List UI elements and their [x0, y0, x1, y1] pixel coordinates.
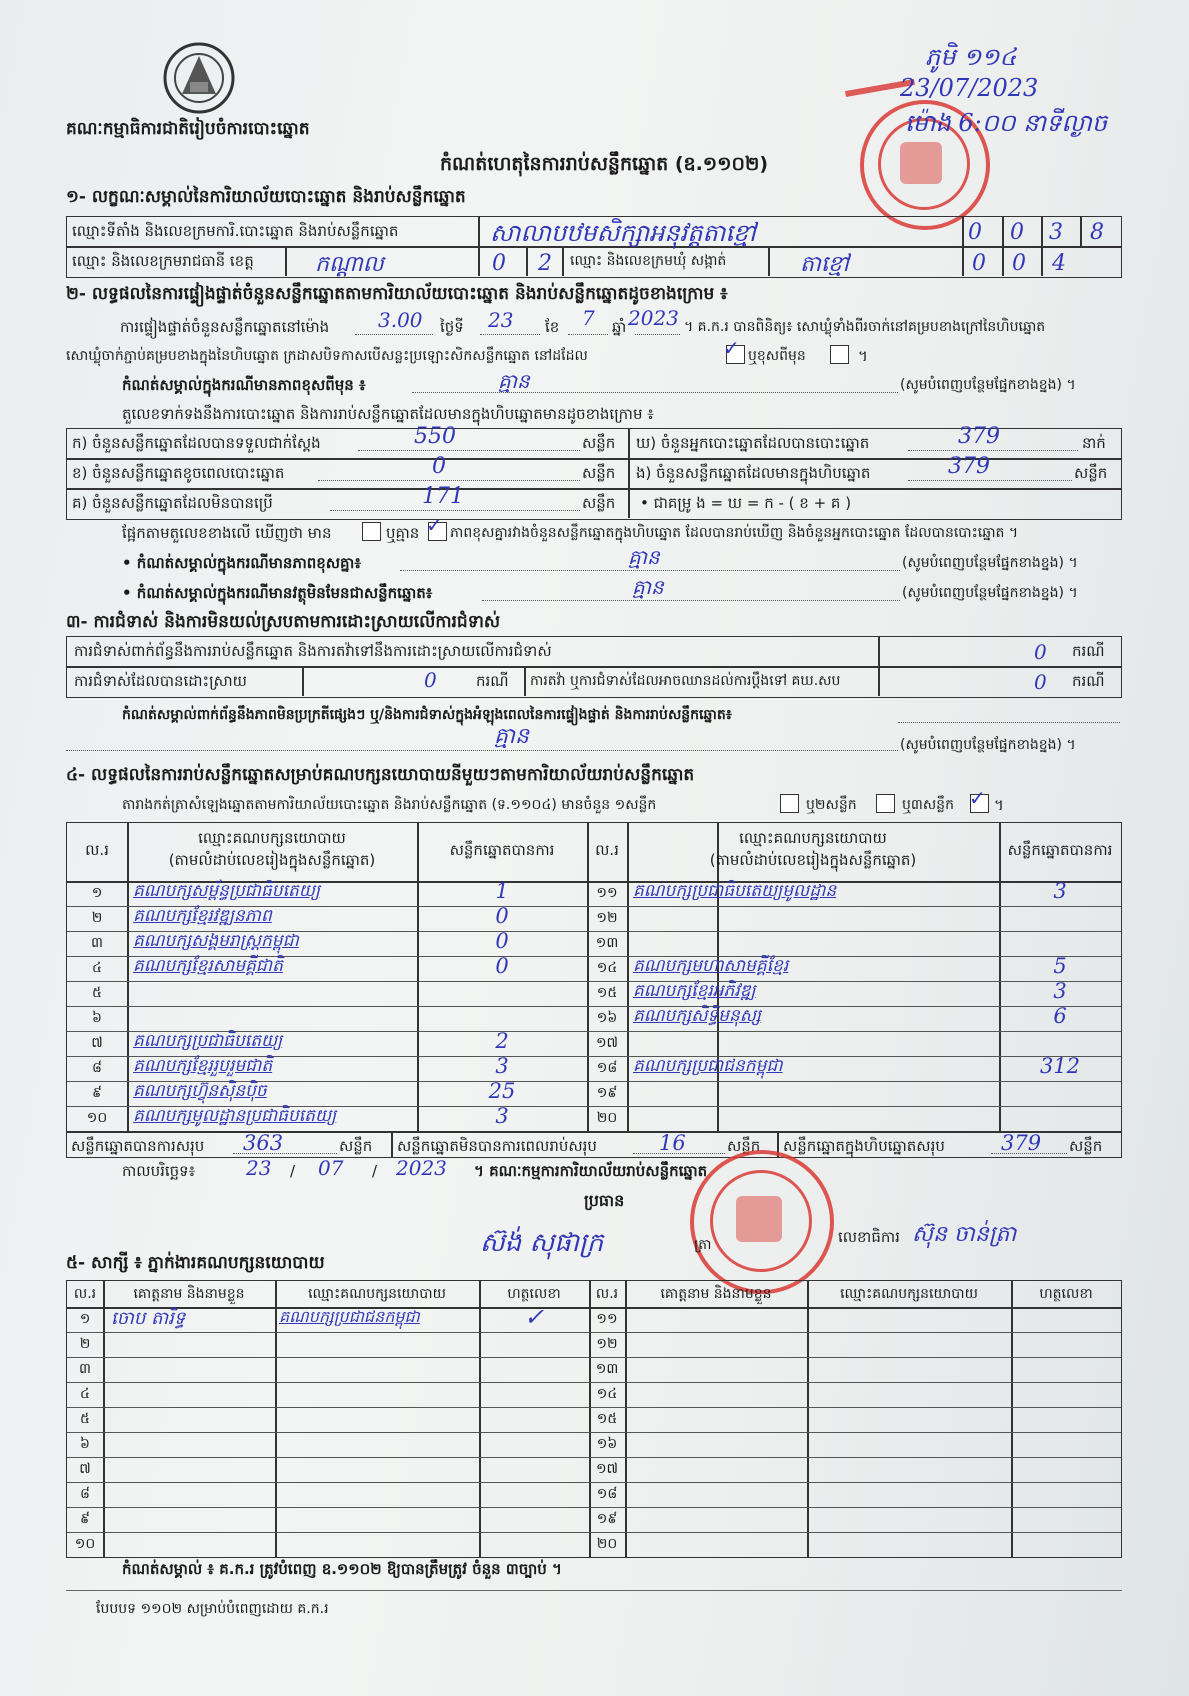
- right-party-votes: 3: [1053, 979, 1067, 1003]
- left-party-header: ឈ្មោះគណបក្សនយោបាយ: [198, 829, 346, 847]
- verify-time-value: 3.00: [378, 308, 423, 332]
- irregularity-note-value: គ្មាន: [494, 724, 529, 749]
- left-row-number: ៧: [91, 1035, 103, 1051]
- witness-row-number: ១៣: [595, 1361, 619, 1377]
- station-code-digit-3: 3: [1049, 220, 1063, 245]
- left-party-votes: 25: [488, 1079, 516, 1103]
- commission-name: គណៈកម្មាធិការជាតិរៀបចំការបោះឆ្នោត: [66, 119, 310, 139]
- right-row-number: ១៤: [596, 960, 618, 976]
- receipt-note-line1: ភូមិ ១១៤: [925, 43, 1017, 71]
- right-row-number: ១៩: [596, 1085, 618, 1101]
- witness-row-number: ៩: [80, 1511, 90, 1527]
- witness-row-number: ២០: [596, 1536, 618, 1552]
- location-name-label: ឈ្មោះទីតាំង និងលេខក្រមការិ.បោះឆ្នោត និងរាប់សន្លឹកឆ្នោត: [72, 222, 399, 240]
- irregularity-note-label: កំណត់សម្គាល់ពាក់ព័ន្ធនឹងភាពមិនប្រក្រតីផ្សេងៗ ឬ/និងការជំទាស់ក្នុងអំឡុងពេលនៃការផ្ទៀងផ្ទាត់ និងការរាប់សន្លឹកឆ្នោត៖: [122, 707, 732, 723]
- province-code-digit-2: 2: [538, 251, 552, 276]
- witness-row-number: ២: [79, 1336, 91, 1352]
- right-row-number: ១៦: [596, 1010, 618, 1026]
- footer-note: កំណត់សម្គាល់ ៖ គ.ក.រ ត្រូវបំពេញ ឧ.១១០២ ឱ្យបានត្រឹមត្រូវ ចំនួន ៣ច្បាប់ ។: [122, 1560, 562, 1578]
- left-party-votes: 2: [495, 1029, 509, 1053]
- witness-name: ចោប តារិទ្ធ: [111, 1308, 186, 1329]
- left-row-number: ៨: [92, 1060, 102, 1076]
- witness-row-number: ៤: [80, 1386, 90, 1402]
- left-party-header-sub: (តាមលំដាប់លេខរៀងក្នុងសន្លឹកឆ្នោត): [168, 851, 376, 869]
- right-witness-name-header: គោត្តនាម និងនាមខ្លួន: [660, 1286, 772, 1302]
- total-in-box-label: សន្លឹកឆ្នោតក្នុងហិបឆ្នោតសរុប: [783, 1137, 945, 1155]
- tally-three-sheets-check-mark: ✓: [969, 786, 986, 810]
- right-row-number: ១៥: [596, 985, 618, 1001]
- mismatch-note-value: គ្មាន: [628, 545, 660, 569]
- left-party-name: គណបក្សសង្គមរាស្ត្រកម្ពុជា: [133, 931, 299, 951]
- total-in-box-value: 379: [1001, 1131, 1042, 1155]
- right-witness-no-header: ល.រ: [595, 1286, 619, 1302]
- left-row-number: ១: [91, 885, 103, 901]
- right-row-number: ១៣: [595, 935, 619, 951]
- same-as-before-check-mark: ✓: [723, 336, 740, 360]
- difference-note-label: កំណត់សម្គាល់ក្នុងករណីមានភាពខុសពីមុន ៖: [122, 376, 366, 394]
- right-row-number: ១២: [596, 910, 618, 926]
- left-party-votes: 1: [495, 879, 509, 903]
- left-witness-name-header: គោត្តនាម និងនាមខ្លួន: [133, 1286, 245, 1302]
- ballots-in-box-value: 379: [948, 454, 990, 479]
- escalated-objections-label: ការតវ៉ា ឬការជំទាស់ដែលអាចឈានដល់ការប្ដឹងទៅ គឃ.សប: [530, 673, 841, 689]
- date-day: 23: [246, 1156, 272, 1180]
- verify-month-value: 7: [582, 306, 595, 330]
- station-code-digit-2: 0: [1010, 220, 1024, 245]
- left-row-number: ២: [91, 910, 103, 926]
- form-title: កំណត់ហេតុនៃការរាប់សន្លឹកឆ្នោត (ឧ.១១០២): [440, 153, 769, 175]
- verify-year-label: ឆ្នាំ: [612, 318, 627, 336]
- right-witness-party-header: ឈ្មោះគណបក្សនយោបាយ: [840, 1286, 978, 1302]
- date-label: កាលបរិច្ឆេទ៖: [122, 1162, 196, 1180]
- witness-row-number: ៣: [79, 1361, 91, 1377]
- witness-row-number: ១០: [74, 1536, 96, 1552]
- location-name-value: សាលាបឋមសិក្សាអនុវត្តតាខ្មៅ: [490, 219, 756, 247]
- received-ballots-value: 550: [414, 424, 456, 449]
- official-stamp-committee: [690, 1150, 834, 1294]
- objections-value: 0: [1034, 640, 1047, 664]
- right-party-votes: 312: [1039, 1054, 1081, 1078]
- left-party-name: គណបក្សខ្មែររួបរួមជាតិ: [133, 1056, 273, 1076]
- station-code-digit-4: 8: [1090, 220, 1104, 245]
- station-code-digit-1: 0: [968, 220, 982, 245]
- witness-party: គណបក្សប្រជាជនកម្ពុជា: [279, 1307, 420, 1326]
- total-invalid-label: សន្លឹកឆ្នោតមិនបានការពេលរាប់សរុប: [397, 1137, 597, 1155]
- commune-label: ឈ្មោះ និងលេខក្រមឃុំ សង្កាត់: [570, 253, 727, 269]
- verify-day-value: 23: [488, 308, 514, 332]
- secretary-label: លេខាធិការ: [838, 1228, 900, 1246]
- left-row-number: ៥: [92, 985, 102, 1001]
- verify-text-1: ។ គ.ក.រ បានពិនិត្យ៖ សោឃ្លុំទាំងពីរចាក់នៅគម្របខាងក្រៅនៃហិបឆ្នោត: [684, 319, 1046, 335]
- formula-text: • ជាគម្រូ ង = ឃ = ក - ( ខ + គ ): [640, 494, 852, 512]
- president-label: ប្រធាន: [584, 1191, 625, 1210]
- left-party-name: គណបក្សខ្មែរសាមគ្គីជាតិ: [133, 956, 283, 976]
- voters-count-label: ឃ) ចំនួនអ្នកបោះឆ្នោតដែលបានបោះឆ្នោត: [636, 434, 870, 452]
- left-party-votes: 0: [495, 929, 509, 953]
- receipt-note-date: 23/07/2023: [900, 74, 1039, 102]
- tally-sheet-count-text: តារាងកត់ត្រាសំឡេងឆ្នោតតាមការិយាល័យបោះឆ្នោត និងរាប់សន្លឹកឆ្នោត (ទ.១១០៤) មានចំនួន ១សន្លឹក: [122, 797, 657, 813]
- foreign-object-note-label: • កំណត់សម្គាល់ក្នុងករណីមានវត្ថុមិនមែនជាសន្លឹកឆ្នោត៖: [122, 584, 433, 602]
- right-party-name: គណបក្សសិទ្ធិមនុស្ស: [633, 1006, 761, 1026]
- spoiled-ballots-value: 0: [432, 454, 446, 479]
- received-ballots-label: ក) ចំនួនសន្លឹកឆ្នោតដែលបានទទួលជាក់ស្ដែង: [72, 434, 321, 452]
- resolved-objections-value: 0: [424, 668, 437, 692]
- difference-text-c: ភាពខុសគ្នារវាងចំនួនសន្លឹកឆ្នោតក្នុងហិបឆ្នោត ដែលបានរាប់ឃើញ និងចំនួនអ្នកបោះឆ្នោត ដែលបានបោះឆ្នោត ។: [450, 525, 1019, 541]
- difference-note-hint: (សូមបំពេញបន្ថែមផ្នែកខាងខ្នង) ។: [900, 377, 1076, 393]
- verify-text-2: សោឃ្លុំចាក់ភ្ជាប់គម្របខាងក្នុងនៃហិបឆ្នោត ក្រដាសបិទកាសបើសន្លះប្រឡោះសិកសន្លឹកឆ្នោត នៅដដែល: [66, 348, 588, 364]
- verify-year-value: 2023: [628, 306, 679, 330]
- right-party-votes: 5: [1053, 954, 1067, 978]
- witness-row-number: ១៩: [596, 1511, 618, 1527]
- left-row-number: ៣: [91, 935, 103, 951]
- right-row-number: ១៧: [595, 1035, 619, 1051]
- witness-row-number: ១៤: [596, 1386, 618, 1402]
- total-valid-label: សន្លឹកឆ្នោតបានការសរុប: [71, 1137, 205, 1155]
- section4-title: ៤- លទ្ធផលនៃការរាប់សន្លឹកឆ្នោតសម្រាប់គណបក្សនយោបាយនីមួយៗតាមការិយាល័យរាប់សន្លឹកឆ្នោត: [66, 765, 695, 785]
- escalated-objections-value: 0: [1034, 670, 1047, 694]
- section1-title: ១- លក្ខណៈសម្គាល់នៃការិយាល័យបោះឆ្នោត និងរាប់សន្លឹកឆ្នោត: [66, 187, 466, 207]
- left-party-name: គណបក្សមូលដ្ឋានប្រជាធិបតេយ្យ: [133, 1106, 337, 1126]
- different-label: ឬខុសពីមុន: [748, 348, 806, 364]
- witness-row-number: ៥: [80, 1411, 90, 1427]
- no-difference-label: ឬគ្មាន: [386, 524, 420, 542]
- witness-row-number: ៦: [80, 1436, 90, 1452]
- ballot-counting-record-page: គណៈកម្មាធិការជាតិរៀបចំការបោះឆ្នោត កំណត់ហេតុនៃការរាប់សន្លឹកឆ្នោត (ឧ.១១០២) ភូមិ ១១៤ 23/07/2023 ម៉ោង 6:០០ នាទីល្ងាច ១- លក្ខណៈសម្គាល់នៃការិយាល័យបោះឆ្នោត និងរាប់សន្លឹកឆ្នោត ឈ្មោះទីតាំង និងលេខក្រមការិ.បោះឆ្នោត និងរាប់សន្លឹកឆ្នោត សាលាបឋមសិក្សាអនុវត្តតាខ្មៅ 0 0 3 8 ឈ្មោះ និងលេខក្រមរាជធានី ខេត្ត កណ្ដាល 0 2 ឈ្មោះ និងលេខក្រមឃុំ សង្កាត់ តាខ្មៅ 0 0 4 ២- លទ្ធផលនៃការផ្ទៀងផ្ទាត់ចំនួនសន្លឹកឆ្នោតតាមការិយាល័យបោះឆ្នោត និងរាប់សន្លឹកឆ្នោតដូចខាងក្រោម ៖ ការផ្ទៀងផ្ទាត់ចំនួនសន្លឹកឆ្នោតនៅម៉ោង 3.00 ថ្ងៃទី 23 ខែ 7 ឆ្នាំ 2023 ។ គ.ក.រ បានពិនិត្យ៖ សោឃ្លុំទាំងពីរចាក់នៅគម្របខាងក្រៅនៃហិបឆ្នោត សោឃ្លុំចាក់ភ្ជាប់គម្របខាងក្នុងនៃហិបឆ្នោត ក្រដាសបិទកាសបើសន្លះប្រឡោះសិកសន្លឹកឆ្នោត នៅដដែល ✓ ឬខុសពីមុន ។ កំណត់សម្គាល់ក្នុងករណីមានភាពខុសពីមុន ៖ គ្មាន (សូមបំពេញបន្ថែមផ្នែកខាងខ្នង) ។ តួលេខទាក់ទងនឹងការបោះឆ្នោត និងការរាប់សន្លឹកឆ្នោតដែលមានក្នុងហិបឆ្នោតមានដូចខាងក្រោម ៖ ក) ចំនួនសន្លឹកឆ្នោតដែលបានទទួលជាក់ស្ដែង 550 សន្លឹក ខ) ចំនួនសន្លឹកឆ្នោតខូចពេលបោះឆ្នោត 0 សន្លឹក គ) ចំនួនសន្លឹកឆ្នោតដែលមិនបានប្រើ 171 សន្លឹក ឃ) ចំនួនអ្នកបោះឆ្នោតដែលបានបោះឆ្នោត 379 នាក់ ង) ចំនួនសន្លឹកឆ្នោតដែលមានក្នុងហិបឆ្នោត 379 សន្លឹក • ជាគម្រូ ង = ឃ = ក - ( ខ + គ ) ផ្អែកតាមតួលេខខាងលើ ឃើញថា មាន ឬគ្មាន ✓ ភាពខុសគ្នារវាងចំនួនសន្លឹកឆ្នោតក្នុងហិបឆ្នោត ដែលបានរាប់ឃើញ និងចំនួនអ្នកបោះឆ្នោត ដែលបានបោះឆ្នោត ។ • កំណត់សម្គាល់ក្នុងករណីមានភាពខុសគ្នា៖ គ្មាន (សូមបំពេញបន្ថែមផ្នែកខាងខ្នង) ។ • កំណត់សម្គាល់ក្នុងករណីមានវត្ថុមិនមែនជាសន្លឹកឆ្នោត៖ គ្មាន (សូមបំពេញបន្ថែមផ្នែកខាងខ្នង) ។ ៣- ការជំទាស់ និងការមិនយល់ស្របតាមការដោះស្រាយលើការជំទាស់ ការជំទាស់ពាក់ព័ន្ធនឹងការរាប់សន្លឹកឆ្នោត និងការតវ៉ាទៅនឹងការដោះស្រាយលើការជំទាស់ 0 ករណី ការជំទាស់ដែលបានដោះស្រាយ 0 ករណី ការតវ៉ា ឬការជំទាស់ដែលអាចឈានដល់ការប្ដឹងទៅ គឃ.សប 0 ករណី កំណត់សម្គាល់ពាក់ព័ន្ធនឹងភាពមិនប្រក្រតីផ្សេងៗ ឬ/និងការជំទាស់ក្នុងអំឡុងពេលនៃការផ្ទៀងផ្ទាត់ និងការរាប់សន្លឹកឆ្នោត៖ គ្មាន (សូមបំពេញបន្ថែមផ្នែកខាងខ្នង) ។ ៤- លទ្ធផលនៃការរាប់សន្លឹកឆ្នោតសម្រាប់គណបក្សនយោបាយនីមួយៗតាមការិយាល័យរាប់សន្លឹកឆ្នោត តារាងកត់ត្រាសំឡេងឆ្នោតតាមការិយាល័យបោះឆ្នោត និងរាប់សន្លឹកឆ្នោត (ទ.១១០៤) មានចំនួន ១សន្លឹក ឬ២សន្លឹក ឬ៣សន្លឹក ✓ ។ ល.រ ឈ្មោះគណបក្សនយោបាយ (តាមលំដាប់លេខរៀងក្នុងសន្លឹកឆ្នោត) សន្លឹកឆ្នោតបានការ ល.រ ឈ្មោះគណបក្សនយោបាយ (តាមលំដាប់លេខរៀងក្នុងសន្លឹកឆ្នោត) សន្លឹកឆ្នោតបានការ ១ គណបក្សសម្ព័ន្ធប្រជាធិបតេយ្យ 1 ២ គណបក្សខ្មែរវឌ្ឍនភាព 0 ៣ គណបក្សសង្គមរាស្ត្រកម្ពុជា 0 ៤ គណបក្សខ្មែរសាមគ្គីជាតិ 0 ៥ ៦ ៧ គណបក្សប្រជាធិបតេយ្យ 2 ៨ គណបក្សខ្មែររួបរួមជាតិ 3 ៩ គណបក្សហ៊្វុនស៊ិនប៉ិច 25 ១០ គណបក្សមូលដ្ឋានប្រជាធិបតេយ្យ 3 ១១ គណបក្សប្រជាធិបតេយ្យមូលដ្ឋាន 3 ១២ ១៣ ១៤ គណបក្សមហាសាមគ្គីខ្មែរ 5 ១៥ គណបក្សខ្មែរអភិវឌ្ឍ 3 ១៦ គណបក្សសិទ្ធិមនុស្ស 6 ១៧ ១៨ គណបក្សប្រជាជនកម្ពុជា 312 ១៩ ២០ សន្លឹកឆ្នោតបានការសរុប 363 សន្លឹក សន្លឹកឆ្នោតមិនបានការពេលរាប់សរុប 16 សន្លឹក សន្លឹកឆ្នោតក្នុងហិបឆ្នោតសរុប 379 សន្លឹក កាលបរិច្ឆេទ៖ 23 / 07 / 2023 ។ គណៈកម្មការការិយាល័យរាប់សន្លឹកឆ្នោត ប្រធាន ស៊ង់ សុផាក្រ ត្រា លេខាធិការ ស៊ុន ចាន់ត្រា ៥- សាក្សី ៖ ភ្នាក់ងារគណបក្សនយោបាយ ល.រ គោត្តនាម និងនាមខ្លួន ឈ្មោះគណបក្សនយោបាយ ហត្ថលេខា ល.រ គោត្តនាម និងនាមខ្លួន ឈ្មោះគណបក្សនយោបាយ ហត្ថលេខា ១ ចោប តារិទ្ធ គណបក្សប្រជាជនកម្ពុជា ✓ ២ ៣ ៤ ៥ ៦ ៧ ៨ ៩ ១០ ១១ ១២ ១៣ ១៤ ១៥ ១៦ ១៧ ១៨ ១៩ ២០ កំណត់សម្គាល់ ៖ គ.ក.រ ត្រូវបំពេញ ឧ.១១០២ ឱ្យបានត្រឹមត្រូវ ចំនួន ៣ច្បាប់ ។ បែបបទ ១១០២ សម្រាប់បំពេញដោយ គ.ក.រ: [0, 0, 1189, 1696]
- spoiled-ballots-label: ខ) ចំនួនសន្លឹកឆ្នោតខូចពេលបោះឆ្នោត: [72, 464, 285, 482]
- right-party-votes: 6: [1053, 1004, 1067, 1028]
- total-invalid-value: 16: [659, 1131, 686, 1155]
- left-col-votes-header: សន្លឹកឆ្នោតបានការ: [449, 841, 555, 859]
- right-witness-signature-header: ហត្ថលេខា: [1039, 1286, 1093, 1302]
- left-row-number: ៩: [92, 1085, 102, 1101]
- province-code-digit-1: 0: [492, 251, 506, 276]
- witness-row-number: ១៦: [596, 1436, 618, 1452]
- verify-month-label: ខែ: [545, 318, 560, 336]
- resolved-objections-label: ការជំទាស់ដែលបានដោះស្រាយ: [74, 672, 247, 690]
- right-row-number: ២០: [596, 1110, 618, 1126]
- ballots-in-box-label: ង) ចំនួនសន្លឹកឆ្នោតដែលមានក្នុងហិបឆ្នោត: [636, 464, 871, 482]
- left-party-votes: 0: [495, 954, 509, 978]
- commune-code-digit-2: 0: [1012, 251, 1026, 276]
- date-year: 2023: [396, 1156, 447, 1180]
- commune-code-digit-3: 4: [1052, 251, 1066, 276]
- right-party-header: ឈ្មោះគណបក្សនយោបាយ: [739, 829, 887, 847]
- commune-value: តាខ្មៅ: [800, 252, 849, 277]
- mismatch-note-label: • កំណត់សម្គាល់ក្នុងករណីមានភាពខុសគ្នា៖: [122, 554, 361, 572]
- witness-row-number: ៧: [79, 1461, 91, 1477]
- section2-title: ២- លទ្ធផលនៃការផ្ទៀងផ្ទាត់ចំនួនសន្លឹកឆ្នោតតាមការិយាល័យបោះឆ្នោត និងរាប់សន្លឹកឆ្នោតដូចខាងក្រោម ៖: [66, 284, 728, 304]
- right-col-no-header: ល.រ: [595, 841, 619, 859]
- witness-row-number: ១៧: [595, 1461, 619, 1477]
- section5-title: ៥- សាក្សី ៖ ភ្នាក់ងារគណបក្សនយោបាយ: [66, 1253, 325, 1273]
- different-checkbox[interactable]: [830, 345, 849, 364]
- has-difference-checkbox[interactable]: [362, 522, 381, 541]
- witness-row-number: ១២: [596, 1336, 618, 1352]
- verify-day-label: ថ្ងៃទី: [440, 318, 464, 336]
- left-party-votes: 3: [495, 1054, 509, 1078]
- verify-time-label: ការផ្ទៀងផ្ទាត់ចំនួនសន្លឹកឆ្នោតនៅម៉ោង: [120, 318, 330, 336]
- witness-signature: ✓: [523, 1303, 545, 1331]
- left-party-name: គណបក្សខ្មែរវឌ្ឍនភាព: [133, 906, 272, 926]
- right-row-number: ១១: [596, 885, 618, 901]
- tally-one-sheet-checkbox[interactable]: [780, 794, 799, 813]
- witness-row-number: ១១: [596, 1311, 618, 1327]
- unused-ballots-label: គ) ចំនួនសន្លឹកឆ្នោតដែលមិនបានប្រើ: [72, 494, 273, 512]
- left-party-name: គណបក្សប្រជាធិបតេយ្យ: [133, 1031, 283, 1051]
- commission-emblem: [160, 38, 238, 120]
- right-party-name: គណបក្សខ្មែរអភិវឌ្ឍ: [633, 981, 756, 1001]
- party-results-table: ល.រ ឈ្មោះគណបក្សនយោបាយ (តាមលំដាប់លេខរៀងក្នុងសន្លឹកឆ្នោត) សន្លឹកឆ្នោតបានការ ល.រ ឈ្មោះគណបក្សនយោបាយ (តាមលំដាប់លេខរៀងក្នុងសន្លឹកឆ្នោត) សន្លឹកឆ្នោតបានការ ១ គណបក្សសម្ព័ន្ធប្រជាធិបតេយ្យ 1 ២ គណបក្សខ្មែរវឌ្ឍនភាព 0 ៣ គណបក្សសង្គមរាស្ត្រកម្ពុជា 0 ៤ គណបក្សខ្មែរសាមគ្គីជាតិ 0 ៥ ៦ ៧ គណបក្សប្រជាធិបតេយ្យ 2 ៨ គណបក្សខ្មែររួបរួមជាតិ 3 ៩ គណបក្សហ៊្វុនស៊ិនប៉ិច 25 ១០ គណបក្សមូលដ្ឋានប្រជាធិបតេយ្យ 3 ១១ គណបក្សប្រជាធិបតេយ្យមូលដ្ឋាន 3 ១២ ១៣ ១៤ គណបក្សមហាសាមគ្គីខ្មែរ 5 ១៥ គណបក្សខ្មែរអភិវឌ្ឍ 3 ១៦ គណបក្សសិទ្ធិមនុស្ស 6 ១៧ ១៨ គណបក្សប្រជាជនកម្ពុជា 312 ១៩ ២០ សន្លឹកឆ្នោតបានការសរុប 363 សន្លឹក សន្លឹកឆ្នោតមិនបានការពេលរាប់សរុប 16 សន្លឹក សន្លឹកឆ្នោតក្នុងហិបឆ្នោតសរុប 379 សន្លឹក: [66, 822, 1122, 1158]
- secretary-signature: ស៊ុន ចាន់ត្រា: [912, 1222, 1017, 1247]
- witness-row-number: ១៥: [596, 1411, 618, 1427]
- right-party-name: គណបក្សប្រជាជនកម្ពុជា: [633, 1056, 783, 1076]
- tally-two-sheets-checkbox[interactable]: [876, 794, 895, 813]
- right-row-number: ១៨: [596, 1060, 618, 1076]
- unused-ballots-value: 171: [422, 484, 464, 509]
- province-value: កណ្ដាល: [315, 252, 384, 277]
- receipt-note-time: ម៉ោង 6:០០ នាទីល្ងាច: [905, 109, 1108, 137]
- left-row-number: ៤: [92, 960, 102, 976]
- left-party-votes: 3: [495, 1104, 509, 1128]
- left-witness-party-header: ឈ្មោះគណបក្សនយោបាយ: [308, 1286, 446, 1302]
- foreign-object-note-value: គ្មាន: [632, 575, 664, 599]
- commune-code-digit-1: 0: [972, 251, 986, 276]
- form-reference: បែបបទ ១១០២ សម្រាប់បំពេញដោយ គ.ក.រ: [96, 1601, 329, 1617]
- voters-count-value: 379: [958, 424, 1000, 449]
- right-party-name: គណបក្សប្រជាធិបតេយ្យមូលដ្ឋាន: [633, 881, 837, 901]
- witness-table: [66, 1280, 1122, 1558]
- stamp-mark-label: ត្រា: [694, 1237, 712, 1253]
- right-party-votes: 3: [1053, 879, 1067, 903]
- left-col-no-header: ល.រ: [85, 841, 109, 859]
- right-party-header-sub: (តាមលំដាប់លេខរៀងក្នុងសន្លឹកឆ្នោត): [709, 851, 917, 869]
- committee-label: ។ គណៈកម្មការការិយាល័យរាប់សន្លឹកឆ្នោត: [474, 1162, 708, 1180]
- right-col-votes-header: សន្លឹកឆ្នោតបានការ: [1007, 841, 1113, 859]
- left-row-number: ៦: [92, 1010, 102, 1026]
- witness-row-number: ៨: [80, 1486, 90, 1502]
- president-signature: ស៊ង់ សុផាក្រ: [480, 1228, 604, 1258]
- difference-note-value: គ្មាន: [498, 369, 530, 393]
- total-valid-value: 363: [243, 1131, 284, 1155]
- left-row-number: ១០: [86, 1110, 108, 1126]
- section3-title: ៣- ការជំទាស់ និងការមិនយល់ស្របតាមការដោះស្រាយលើការជំទាស់: [66, 612, 501, 632]
- figures-intro: តួលេខទាក់ទងនឹងការបោះឆ្នោត និងការរាប់សន្លឹកឆ្នោតដែលមានក្នុងហិបឆ្នោតមានដូចខាងក្រោម ៖: [122, 405, 654, 423]
- left-party-name: គណបក្សសម្ព័ន្ធប្រជាធិបតេយ្យ: [133, 881, 321, 901]
- left-party-votes: 0: [495, 904, 509, 928]
- witness-row-number: ១៨: [596, 1486, 618, 1502]
- difference-text-a: ផ្អែកតាមតួលេខខាងលើ ឃើញថា មាន: [122, 524, 332, 542]
- province-label: ឈ្មោះ និងលេខក្រមរាជធានី ខេត្ត: [72, 252, 254, 270]
- witness-row-number: ១: [79, 1311, 91, 1327]
- left-witness-no-header: ល.រ: [73, 1286, 97, 1302]
- right-party-name: គណបក្សមហាសាមគ្គីខ្មែរ: [633, 956, 789, 976]
- objections-label: ការជំទាស់ពាក់ព័ន្ធនឹងការរាប់សន្លឹកឆ្នោត និងការតវ៉ាទៅនឹងការដោះស្រាយលើការជំទាស់: [74, 642, 552, 660]
- date-month: 07: [318, 1156, 344, 1180]
- no-difference-check-mark: ✓: [426, 513, 443, 537]
- left-party-name: គណបក្សហ៊្វុនស៊ិនប៉ិច: [133, 1081, 267, 1101]
- left-witness-signature-header: ហត្ថលេខា: [507, 1286, 561, 1302]
